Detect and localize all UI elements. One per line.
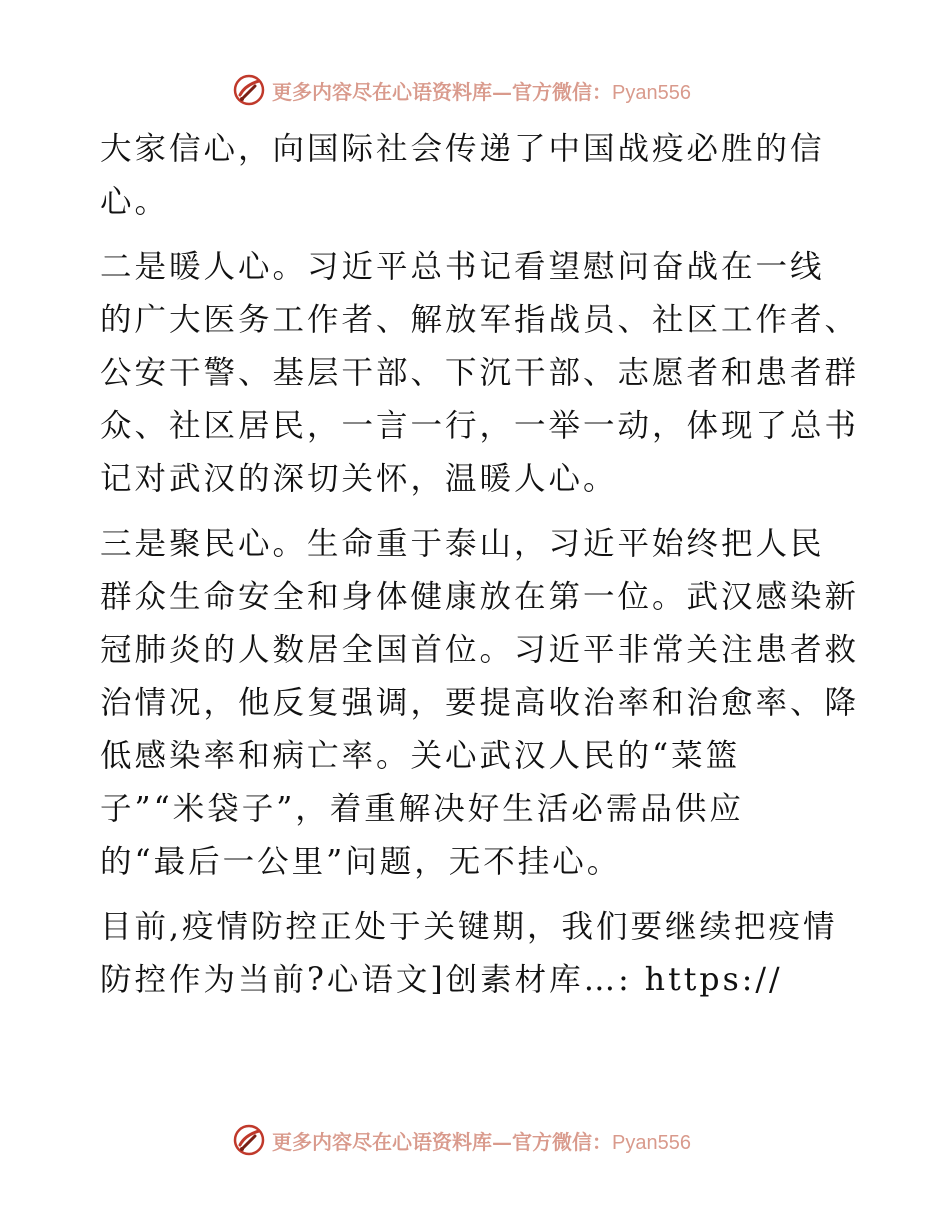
heart-pen-logo-icon xyxy=(232,73,266,107)
watermark-text: 更多内容尽在心语资料库—官方微信：Pyan556 xyxy=(272,1129,691,1154)
text-line: 防控作为当前?心语文]创素材库…: https:// xyxy=(100,962,783,998)
text-line: 目前,疫情防控正处于关键期，我们要继续把疫情 xyxy=(100,909,838,945)
paragraph xyxy=(100,241,860,506)
document-body xyxy=(100,123,860,1007)
heart-pen-logo-icon xyxy=(232,1123,266,1157)
text-line: 的广大医务工作者、解放军指战员、社区工作者、 xyxy=(100,302,860,338)
text-line: 冠肺炎的人数居全国首位。习近平非常关注患者救 xyxy=(100,632,860,668)
text-line: 心。 xyxy=(100,184,170,220)
text-line: 众、社区居民，一言一行，一举一动，体现了总书 xyxy=(100,408,860,444)
text-line: 群众生命安全和身体健康放在第一位。武汉感染新 xyxy=(100,579,860,615)
text-line: 记对武汉的深切关怀，温暖人心。 xyxy=(100,461,618,497)
paragraph xyxy=(100,518,860,889)
watermark-text: 更多内容尽在心语资料库—官方微信：Pyan556 xyxy=(272,79,691,104)
text-line: 公安干警、基层干部、下沉干部、志愿者和患者群 xyxy=(100,355,860,391)
text-line: 子”“米袋子”，着重解决好生活必需品供应 xyxy=(100,791,744,827)
text-line: 三是聚民心。生命重于泰山，习近平始终把人民 xyxy=(100,526,825,562)
text-line: 二是暖人心。习近平总书记看望慰问奋战在一线 xyxy=(100,249,825,285)
text-line: 的“最后一公里”问题，无不挂心。 xyxy=(100,844,622,880)
paragraph xyxy=(100,123,860,229)
text-line: 低感染率和病亡率。关心武汉人民的“菜篮 xyxy=(100,738,741,774)
text-line: 治情况，他反复强调，要提高收治率和治愈率、降 xyxy=(100,685,860,721)
paragraph xyxy=(100,901,860,1007)
text-line: 大家信心，向国际社会传递了中国战疫必胜的信 xyxy=(100,131,825,167)
header-watermark xyxy=(232,70,691,110)
footer-watermark xyxy=(232,1120,691,1160)
